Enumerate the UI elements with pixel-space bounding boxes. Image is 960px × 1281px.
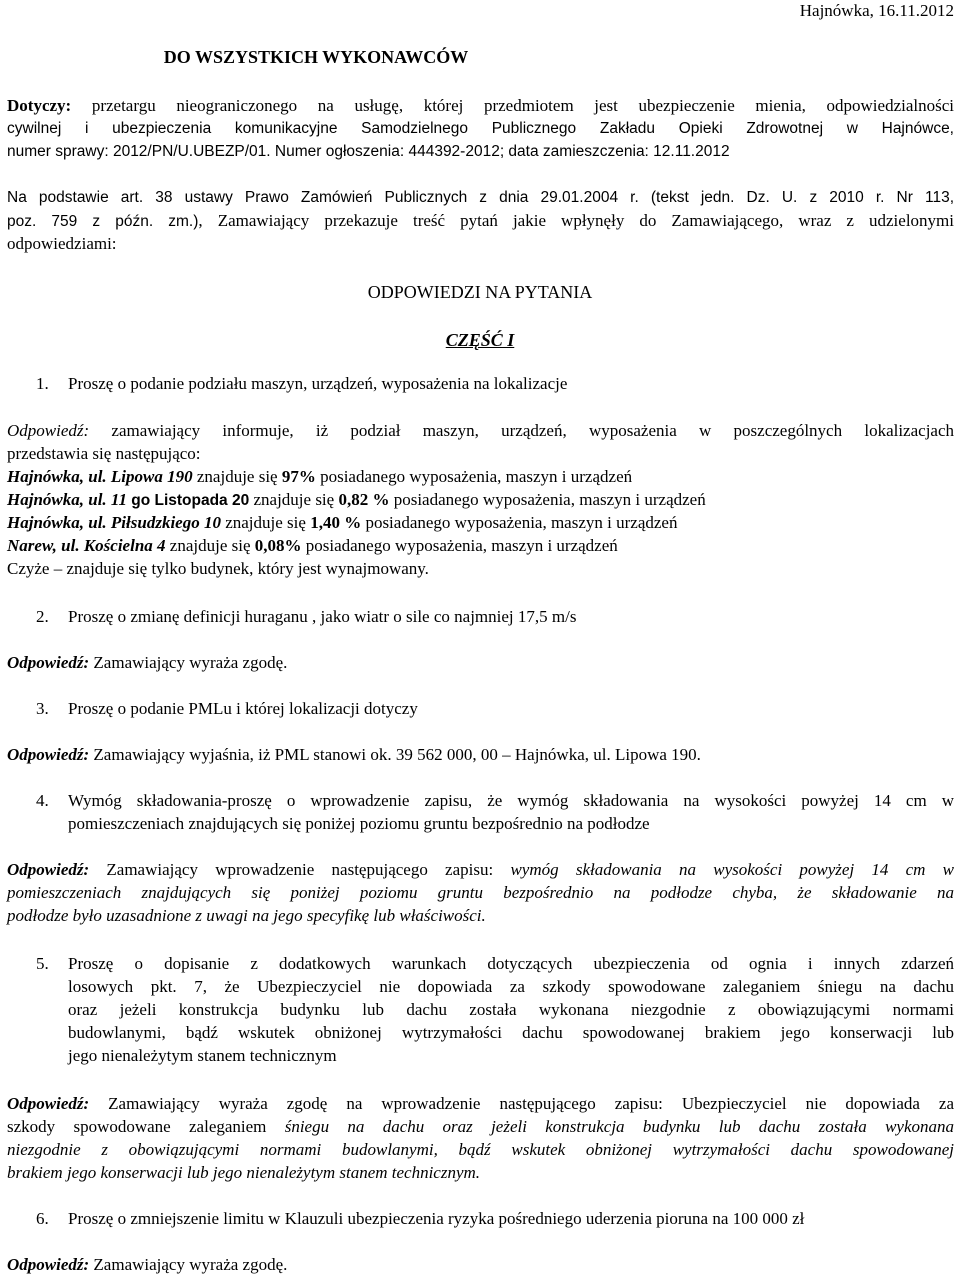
location-row: Hajnówka, ul. 11 go Listopada 20 znajduje się 0,82 % posiadanego wyposażenia, maszyn i urządzeń (7, 490, 706, 509)
question-text-line-2: pomieszczeniach znajdujących się poniżej poziomu gruntu bezpośrednio na podłodze (68, 814, 650, 833)
location-note: Czyże – znajduje się tylko budynek, który jest wynajmowany. (7, 559, 429, 578)
question-text-line: jego nienależytym stanem technicznym (68, 1046, 337, 1065)
basis-line-1: Na podstawie art. 38 ustawy Prawo Zamówień Publicznych z dnia 29.01.2004 r. (tekst jedn. Dz. U. z 2010 r. Nr 113, (7, 189, 954, 206)
answer-label: Odpowiedź: (7, 860, 90, 879)
answer-label: Odpowiedź: (7, 1094, 90, 1113)
location-row: Narew, ul. Kościelna 4 znajduje się 0,08% posiadanego wyposażenia, maszyn i urządzeń (7, 536, 618, 555)
question-text: Proszę o podanie podziału maszyn, urządzeń, wyposażenia na lokalizacje (68, 374, 568, 393)
answer-label: Odpowiedź: (7, 745, 90, 764)
answer-label: Odpowiedź: (7, 1255, 90, 1274)
answer-label: Odpowiedź: (7, 421, 90, 440)
answer-6: Odpowiedź: Zamawiający wyraża zgodę. (7, 1255, 288, 1274)
answer-label: Odpowiedź: (7, 653, 90, 672)
place-date: Hajnówka, 16.11.2012 (799, 1, 954, 20)
question-text-line: losowych pkt. 7, że Ubezpieczyciel nie dopowiada za szkody spowodowane zaleganiem śniegu na dachu (68, 977, 954, 996)
question-number: 3. (36, 699, 49, 718)
recipient-heading: DO WSZYSTKICH WYKONAWCÓW (163, 47, 469, 67)
answer-line-3: podłodze było uzasadnione z uwagi na jego specyfikę lub właściwości. (7, 906, 486, 925)
answer-line-1: Odpowiedź: Zamawiający wprowadzenie następującego zapisu: wymóg składowania na wysokości powyżej 14 cm w (7, 860, 955, 879)
subject-line-3: numer sprawy: 2012/PN/U.UBEZP/01. Numer ogłoszenia: 444392-2012; data zamieszczenia: 12.11.2012 (7, 143, 730, 160)
question-number: 6. (36, 1209, 49, 1228)
question-number: 2. (36, 607, 49, 626)
basis-line-3: odpowiedziami: (7, 234, 117, 253)
answer-line-2: pomieszczeniach znajdujących się poniżej poziomu gruntu bezpośrednio na podłodze chyba, że składowanie na (7, 883, 954, 902)
answer-line-2: szkody spowodowane zaleganiem śniegu na dachu oraz jeżeli konstrukcja budynku lub dachu została wykonana (7, 1117, 954, 1136)
answer-line-1: Odpowiedź: Zamawiający wyraża zgodę na wprowadzenie następującego zapisu: Ubezpieczyciel nie dopowiada za (7, 1094, 955, 1113)
answer-line-2: przedstawia się następująco: (7, 444, 201, 463)
subject-line-1: Dotyczy: przetargu nieograniczonego na usługę, której przedmiotem jest ubezpieczenie mienia, odpowiedzialności (7, 96, 954, 115)
question-text: Proszę o zmianę definicji huraganu , jako wiatr o sile co najmniej 17,5 m/s (68, 607, 577, 626)
answer-line-1: Odpowiedź: zamawiający informuje, iż podział maszyn, urządzeń, wyposażenia w poszczególnych lokalizacjach (7, 421, 955, 440)
basis-line-2: poz. 759 z późn. zm.), Zamawiający przekazuje treść pytań jakie wpłynęły do Zamawiającego, wraz z udzielonymi (7, 211, 954, 230)
question-number: 5. (36, 954, 49, 973)
question-text-line-1: Wymóg składowania-proszę o wprowadzenie zapisu, że wymóg składowania na wysokości powyżej 14 cm w (68, 791, 954, 810)
question-text: Proszę o podanie PMLu i której lokalizacji dotyczy (68, 699, 418, 718)
question-text: Proszę o zmniejszenie limitu w Klauzuli ubezpieczenia ryzyka pośredniego uderzenia pioruna na 100 000 zł (68, 1209, 805, 1228)
location-row: Hajnówka, ul. Lipowa 190 znajduje się 97% posiadanego wyposażenia, maszyn i urządzeń (7, 467, 633, 486)
answer-2: Odpowiedź: Zamawiający wyraża zgodę. (7, 653, 288, 672)
subject-line-2: cywilnej i ubezpieczenia komunikacyjne Samodzielnego Publicznego Zakładu Opieki Zdrowotnej w Hajnówce, (7, 120, 954, 137)
part-title: CZĘŚĆ I (445, 330, 515, 350)
subject-label: Dotyczy: (7, 96, 72, 115)
question-text-line: Proszę o dopisanie z dodatkowych warunkach dotyczących ubezpieczenia od ognia i innych zdarzeń (68, 954, 954, 973)
question-number: 4. (36, 791, 49, 810)
answer-3: Odpowiedź: Zamawiający wyjaśnia, iż PML stanowi ok. 39 562 000, 00 – Hajnówka, ul. Lipowa 190. (7, 745, 701, 764)
location-row: Hajnówka, ul. Piłsudzkiego 10 znajduje się 1,40 % posiadanego wyposażenia, maszyn i urządzeń (7, 513, 678, 532)
section-title: ODPOWIEDZI NA PYTANIA (367, 282, 593, 302)
question-text-line: budowlanymi, bądź wskutek obniżonej wytrzymałości dachu spowodowanej brakiem jego konserwacji lub (68, 1023, 954, 1042)
question-number: 1. (36, 374, 49, 393)
answer-line-3: niezgodnie z obowiązującymi normami budowlanymi, bądź wskutek obniżonej wytrzymałości dachu spowodowanej (7, 1140, 954, 1159)
question-text-line: oraz jeżeli konstrukcja budynku lub dachu została wykonana niezgodnie z obowiązującymi normami (68, 1000, 954, 1019)
answer-line-4: brakiem jego konserwacji lub jego nienależytym stanem technicznym. (7, 1163, 481, 1182)
